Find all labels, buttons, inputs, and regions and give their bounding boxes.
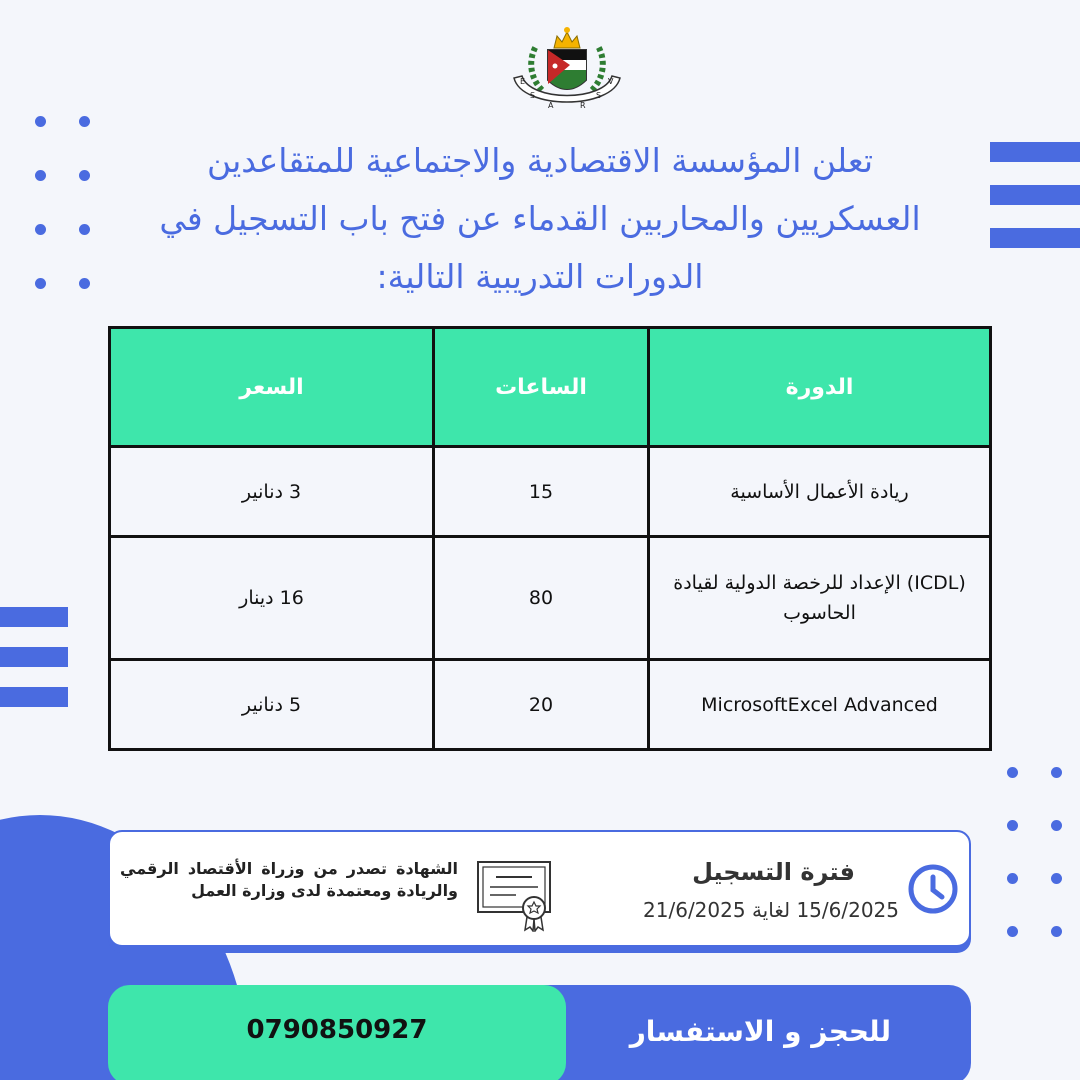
table-row bbox=[110, 447, 991, 537]
registration-title: فترة التسجيل bbox=[692, 858, 855, 886]
certificate-note: الشهادة تصدر من وزراة الأقتصاد الرقمي والريادة ومعتمدة لدى وزارة العمل bbox=[120, 859, 458, 900]
course-cell: MicrosoftExcel Advanced bbox=[649, 660, 991, 750]
price-cell: 16 دينار bbox=[110, 537, 434, 660]
decor-bars-top-right bbox=[990, 142, 1080, 248]
svg-text:E: E bbox=[520, 77, 526, 86]
clock-icon bbox=[907, 863, 959, 915]
hours-cell: 80 bbox=[434, 537, 649, 660]
svg-text:S: S bbox=[530, 91, 536, 100]
course-cell: (ICDL) الإعداد للرخصة الدولية لقيادة الحاسوب bbox=[649, 537, 991, 660]
table-row bbox=[110, 660, 991, 750]
announcement-headline: تعلن المؤسسة الاقتصادية والاجتماعية للمتقاعدين العسكريين والمحاربين القدماء عن فتح باب التسجيل في الدورات التدريبية التالية: bbox=[159, 141, 921, 296]
header-course: الدورة bbox=[649, 328, 991, 447]
hours-cell: 15 bbox=[434, 447, 649, 537]
courses-table bbox=[108, 326, 992, 751]
table-row bbox=[110, 537, 991, 660]
certificate-icon bbox=[476, 860, 552, 932]
phone-box[interactable] bbox=[108, 985, 566, 1080]
svg-text:V: V bbox=[608, 77, 614, 86]
organization-emblem-icon bbox=[508, 18, 626, 126]
svg-text:S: S bbox=[596, 91, 602, 100]
registration-dates: 15/6/2025 لغاية 21/6/2025 bbox=[643, 898, 899, 922]
header-price: السعر bbox=[110, 328, 434, 447]
course-cell: ريادة الأعمال الأساسية bbox=[649, 447, 991, 537]
decor-bars-left bbox=[0, 607, 68, 707]
price-cell: 3 دنانير bbox=[110, 447, 434, 537]
svg-text:A: A bbox=[548, 101, 554, 110]
contact-label: للحجز و الاستفسار bbox=[629, 1015, 891, 1048]
decor-dots-bottom-right bbox=[1007, 767, 1062, 937]
svg-text:R: R bbox=[580, 101, 586, 110]
price-cell: 5 دنانير bbox=[110, 660, 434, 750]
header-hours: الساعات bbox=[434, 328, 649, 447]
contact-bar bbox=[108, 985, 971, 1080]
phone-number[interactable]: 0790850927 bbox=[246, 1015, 428, 1045]
table-header-row bbox=[110, 328, 991, 447]
hours-cell: 20 bbox=[434, 660, 649, 750]
registration-info-card bbox=[108, 830, 971, 947]
decor-dots-top-left bbox=[35, 116, 90, 289]
